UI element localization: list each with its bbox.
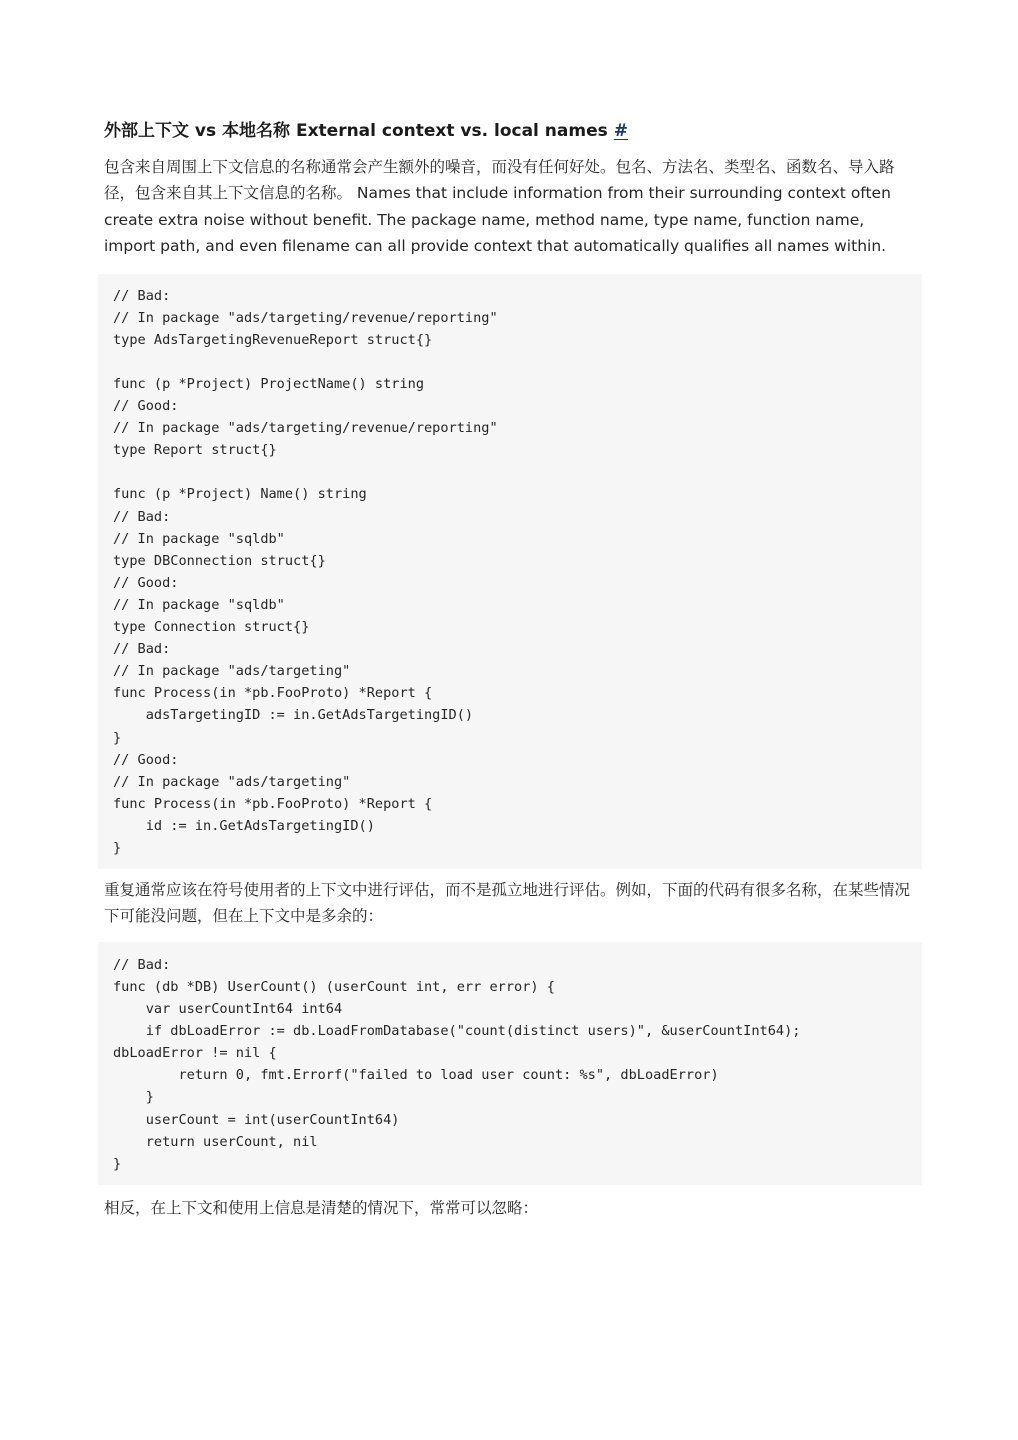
code-block-naming-examples: // Bad: // In package "ads/targeting/revenue/reporting" type AdsTargetingRevenueReport struct{} func (p *Project) ProjectName() string // Good: // In package "ads/targeting/revenue/reporting" type Report struct{} func (p *Project) Name() string // Bad: // In package "sqldb" type DBConnection struct{} // Good: // In package "sqldb" type Connection struct{} // Bad: // In package "ads/targeting" func Process(in *pb.FooProto) *Report { adsTargetingID := in.GetAdsTargetingID() } // Good: // In package "ads/targeting" func Process(in *pb.FooProto) *Report { id := in.GetAdsTargetingID() } bbox=[98, 274, 922, 869]
section-heading bbox=[104, 117, 920, 145]
section-heading-text: 外部上下文 vs 本地名称 External context vs. local names bbox=[104, 121, 608, 141]
omit-paragraph: 相反，在上下文和使用上信息是清楚的情况下，常常可以忽略： bbox=[104, 1198, 539, 1217]
intro-paragraph: 包含来自周围上下文信息的名称通常会产生额外的噪音，而没有任何好处。包名、方法名、类型名、函数名、导入路径，包含来自其上下文信息的名称。 Names that include information from their surrounding context often create extra noise without benefit. The package name, method name, type name, function name, import path, and even filename can all provide context that automatically qualifies all names within. bbox=[104, 158, 895, 256]
code-block-user-count: // Bad: func (db *DB) UserCount() (userCount int, err error) { var userCountInt64 int64 if dbLoadError := db.LoadFromDatabase("count(distinct users)", &userCountInt64); dbLoadError != nil { return 0, fmt.Errorf("failed to load user count: %s", dbLoadError) } userCount = int(userCountInt64) return userCount, nil } bbox=[98, 942, 922, 1185]
document-section bbox=[104, 117, 920, 1221]
heading-anchor-link[interactable]: # bbox=[613, 121, 628, 141]
repetition-paragraph: 重复通常应该在符号使用者的上下文中进行评估，而不是孤立地进行评估。例如，下面的代码有很多名称，在某些情况下可能没问题，但在上下文中是多余的： bbox=[104, 881, 911, 926]
